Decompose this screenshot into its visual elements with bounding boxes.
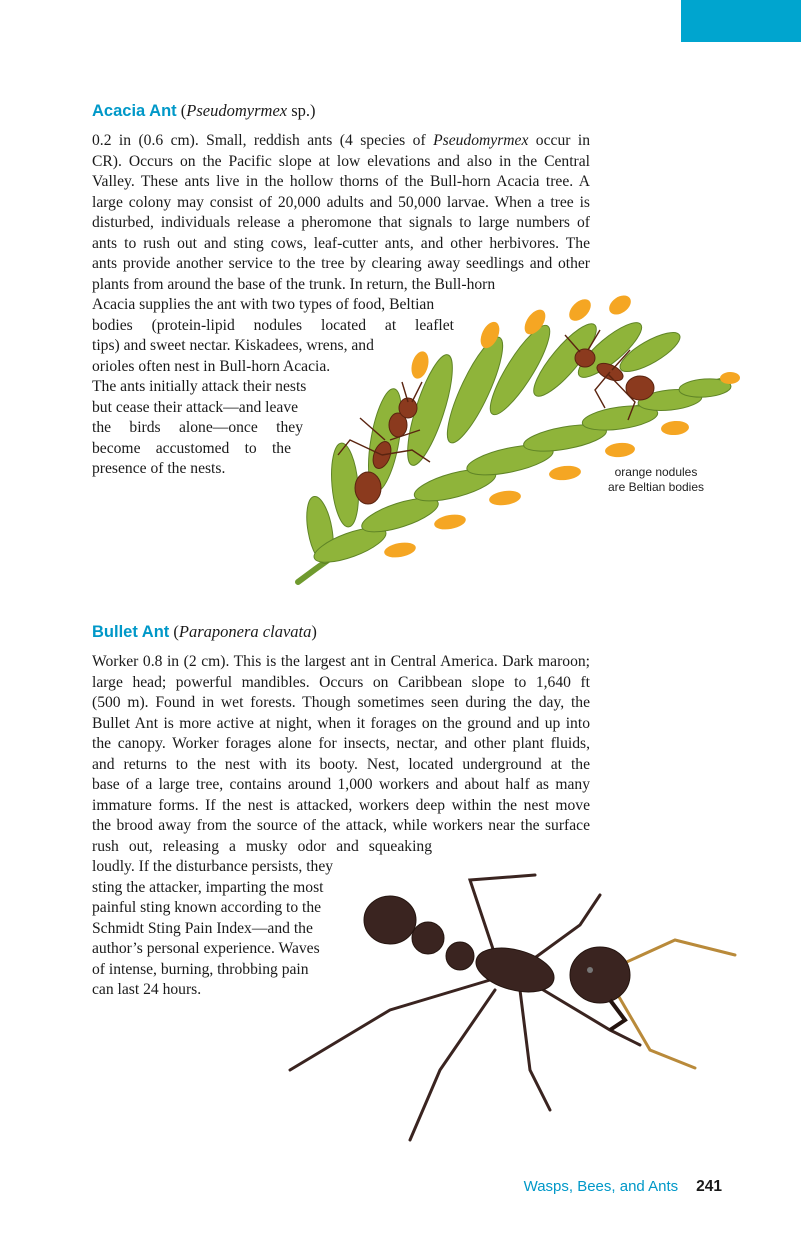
bullet-ant-heading: Bullet Ant (Paraponera clavata) xyxy=(92,622,317,641)
acacia-ant-description: 0.2 in (0.6 cm). Small, reddish ants (4 species of Pseudomyrmex occur in CR). Occurs on the Pacific slope at low elevations and also in the Central Valley. These ants live in the hollow thorns of the Bull-horn Acacia tree. A large colony may consist of 20,000 adults and 50,000 larvae. When a tree is disturbed, individuals release a pheromone that signals to large numbers of ants to rush out and sting cows, leaf-cutter ants, and other herbivores. The ants provide another service to the tree by clearing away seedlings and other plants from around the base of the trunk. In return, the Bull-horn Acacia supplies the ant with two types of food, Beltian bodies (protein-lipid nodules located at leaflet tips) and sweet nectar. Kiskadees, wrens, and orioles often nest in Bull-horn Acacia. The ants initially attack their nests but cease their attack—and leave the birds alone—once they become accustomed to the presence of the nests. xyxy=(92,132,590,477)
bullet-ant-description: Worker 0.8 in (2 cm). This is the largest ant in Central America. Dark maroon; large head; powerful mandibles. Occurs on Caribbean slope to 1,640 ft (500 m). Found in wet forests. Though sometimes seen during the day, the Bullet Ant is more active at night, when it forages on the ground and up into the canopy. Worker forages alone for insects, nectar, and other plant fluids, and returns to the nest with its booty. Nest, located underground at the base of a large tree, contains around 1,000 workers and about half as many immature forms. If the nest is attacked, workers deep within the nest move the brood away from the source of the attack, while workers near the surface rush out, releasing a musky odor and squeaking loudly. If the disturbance persists, they sting the attacker, imparting the most painful sting known according to the Schmidt Sting Pain Index—and the author’s personal experience. Waves of intense, burning, throbbing pain can last 24 hours. xyxy=(92,653,590,998)
acacia-branch-illustration xyxy=(290,290,750,590)
acacia-ant-heading: Acacia Ant (Pseudomyrmex sp.) xyxy=(92,101,316,120)
page-footer xyxy=(460,1178,722,1196)
bullet-ant-illustration xyxy=(280,870,750,1150)
acacia-illustration-caption: orange nodules are Beltian bodies xyxy=(607,465,705,494)
footer-section-title: Wasps, Bees, and Ants xyxy=(523,1178,679,1195)
page-number: 241 xyxy=(696,1178,722,1195)
chapter-tab xyxy=(681,0,801,42)
